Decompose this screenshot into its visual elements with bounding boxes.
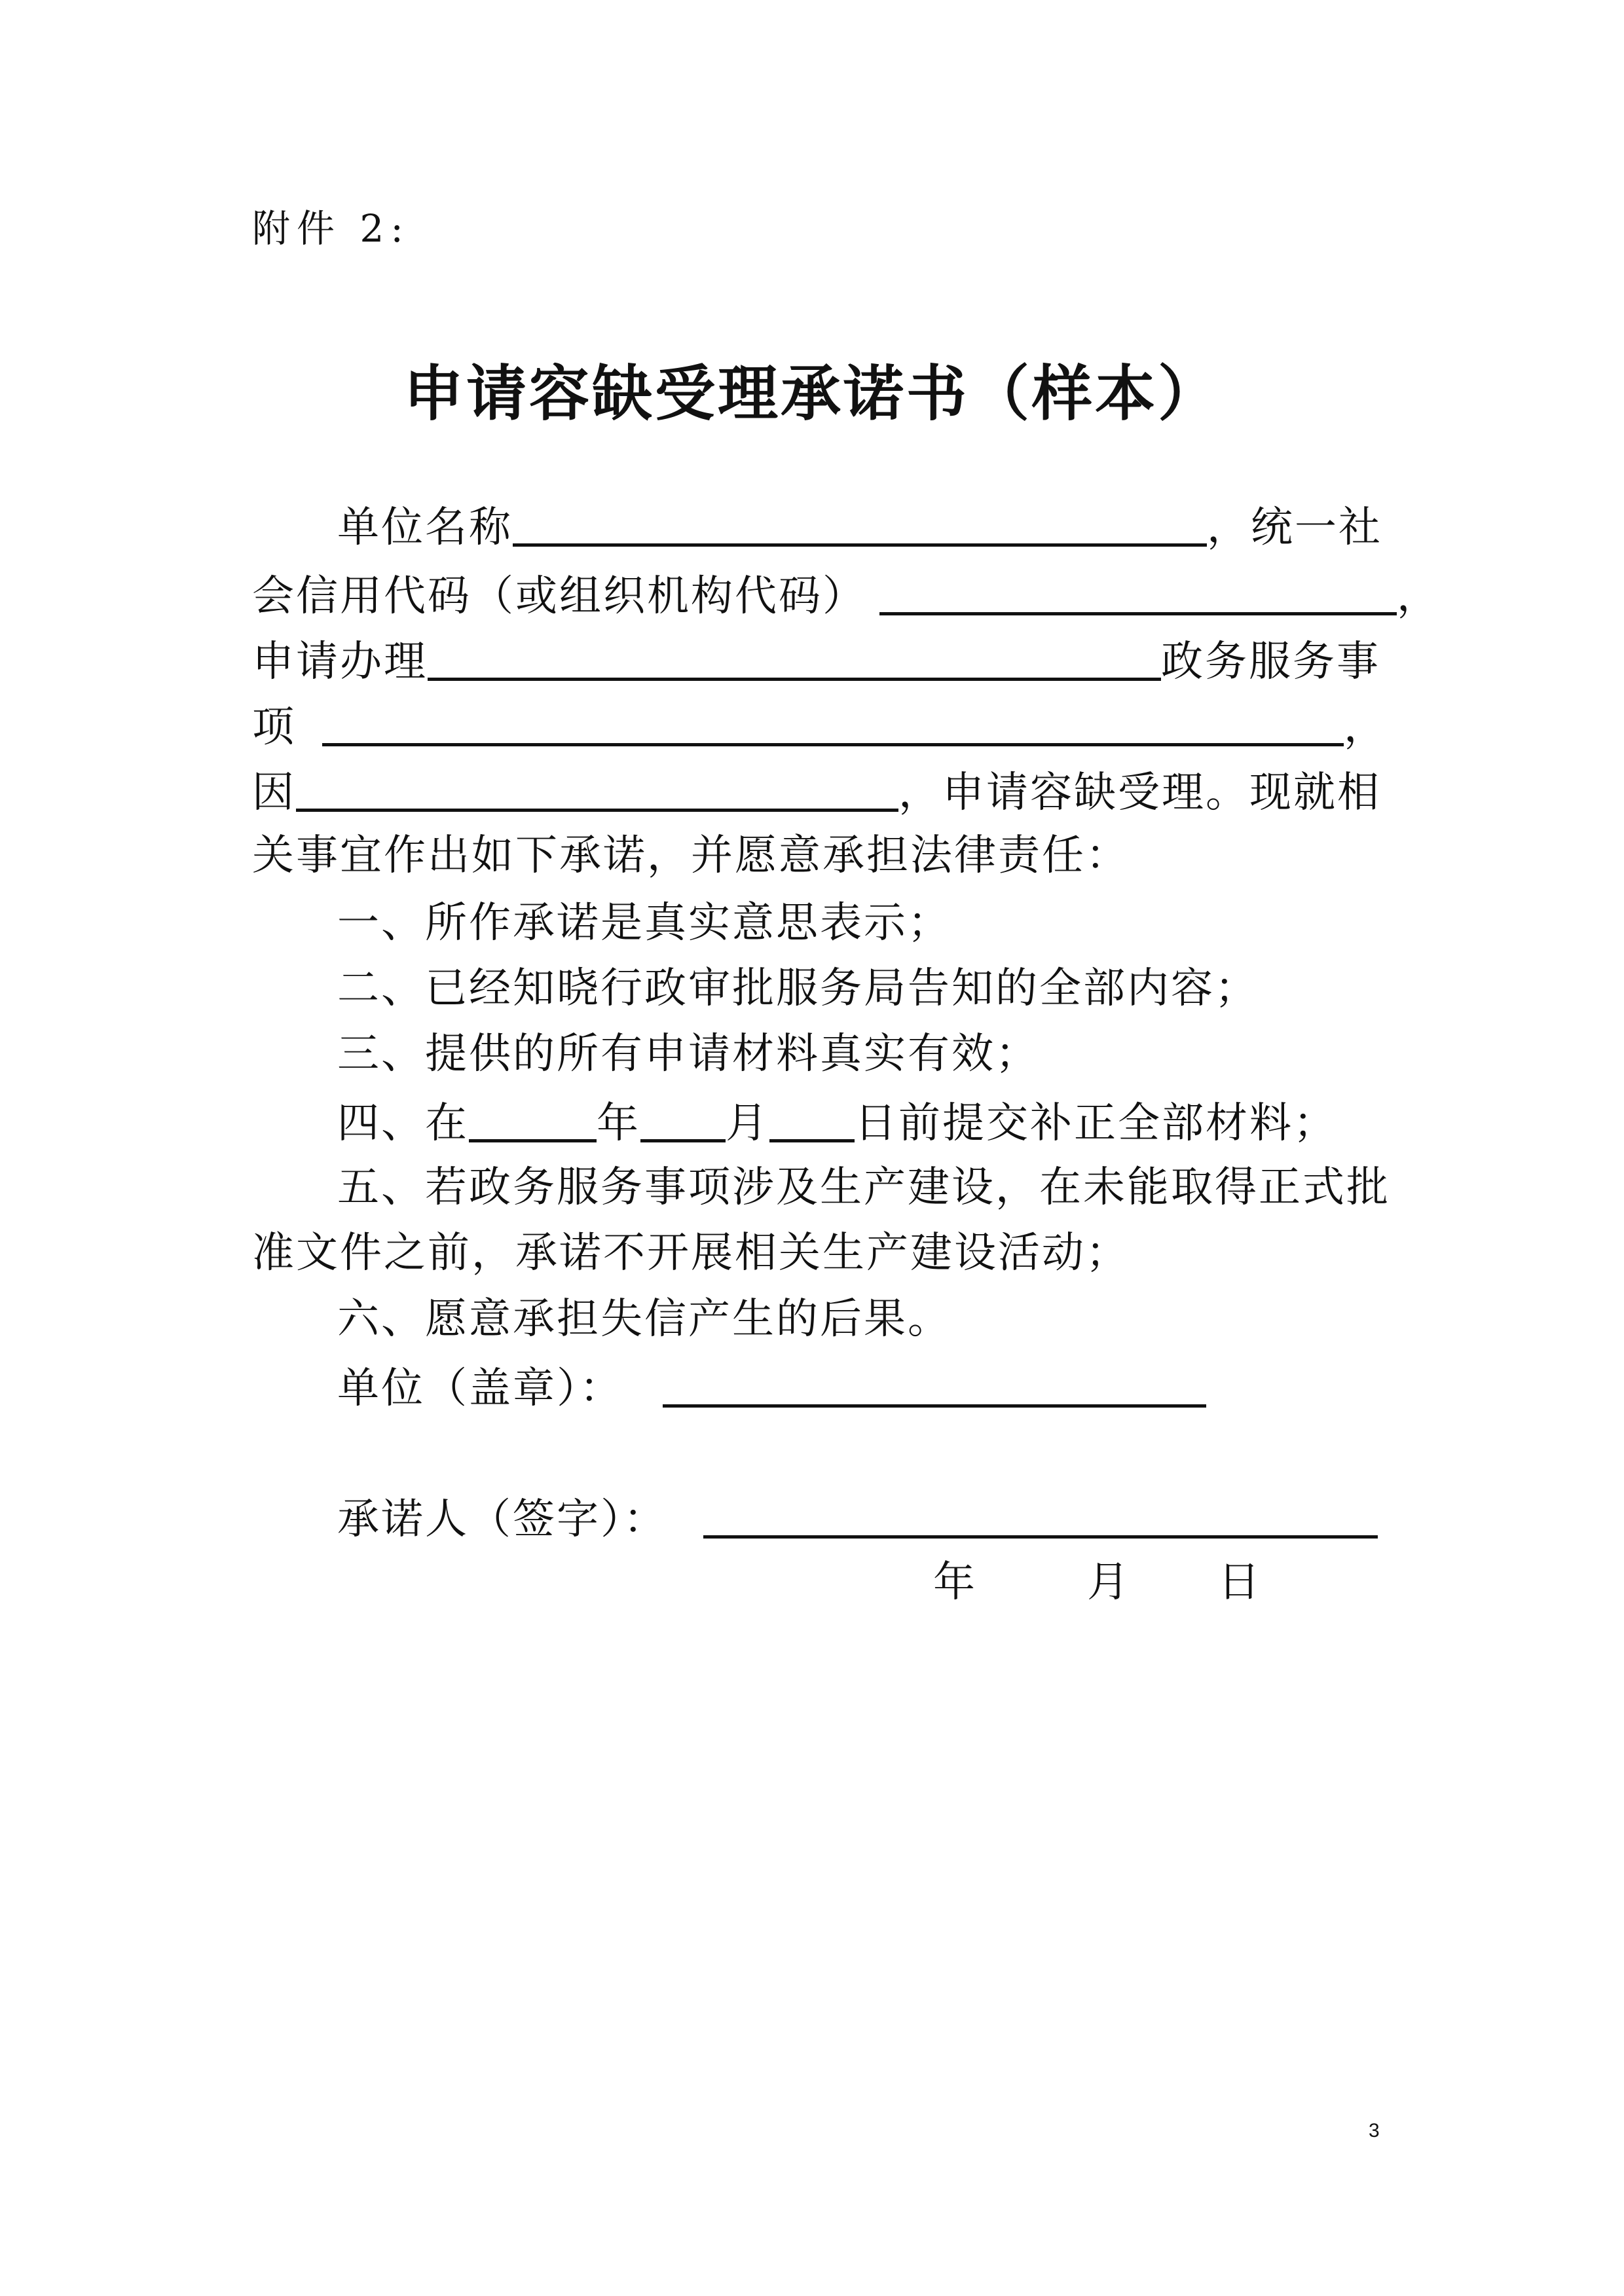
clause-5-line-2: 准文件之前，承诺不开展相关生产建设活动； bbox=[252, 1229, 1130, 1277]
reason-after: ，申请容缺受理。现就相 bbox=[898, 769, 1381, 817]
unit-name-label: 单位名称 bbox=[337, 503, 513, 552]
unit-name-line bbox=[337, 503, 1382, 552]
clause-4-month-blank[interactable] bbox=[640, 1100, 726, 1142]
page-number: 3 bbox=[1369, 2120, 1380, 2141]
signature-year: 年 bbox=[933, 1558, 977, 1607]
credit-code-blank[interactable] bbox=[879, 573, 1397, 615]
signature-day: 日 bbox=[1218, 1558, 1262, 1607]
credit-code-line bbox=[252, 572, 1441, 621]
clause-4-day-blank[interactable] bbox=[769, 1100, 855, 1142]
credit-code-label: 会信用代码（或组织机构代码） bbox=[252, 572, 866, 621]
clause-1: 一、所作承诺是真实意思表示； bbox=[337, 899, 951, 947]
unit-seal-line bbox=[337, 1364, 1206, 1413]
clause-5-line-1: 五、若政务服务事项涉及生产建设，在未能取得正式批 bbox=[337, 1163, 1390, 1212]
item-label: 项 bbox=[252, 703, 296, 752]
clause-2: 二、已经知晓行政审批服务局告知的全部内容； bbox=[337, 964, 1259, 1013]
credit-code-after: ， bbox=[1397, 572, 1441, 621]
promisor-line bbox=[337, 1495, 1378, 1544]
clause-4-year: 年 bbox=[597, 1099, 640, 1148]
document-title: 申请容缺受理承诺书（样本） bbox=[403, 358, 1221, 429]
unit-seal-blank[interactable] bbox=[663, 1365, 1206, 1408]
clause-4-month: 月 bbox=[726, 1099, 769, 1148]
apply-after: 政务服务事 bbox=[1161, 638, 1380, 686]
item-after: ， bbox=[1344, 703, 1388, 752]
clause-4 bbox=[337, 1099, 1337, 1148]
reason-blank[interactable] bbox=[296, 769, 898, 812]
apply-blank[interactable] bbox=[428, 638, 1161, 681]
reason-label: 因 bbox=[252, 769, 296, 817]
apply-line bbox=[252, 638, 1380, 686]
promisor-label: 承诺人（签字）： bbox=[337, 1495, 667, 1544]
signature-month: 月 bbox=[1087, 1558, 1131, 1607]
unit-seal-label: 单位（盖章）： bbox=[337, 1364, 623, 1413]
signature-date bbox=[0, 1558, 1624, 1607]
reason-line bbox=[252, 769, 1381, 817]
clause-4-year-blank[interactable] bbox=[469, 1100, 597, 1142]
clause-4-suffix: 日前提交补正全部材料； bbox=[855, 1099, 1337, 1148]
item-blank[interactable] bbox=[322, 704, 1344, 746]
apply-label: 申请办理 bbox=[252, 638, 428, 686]
attachment-label: 附件 2: bbox=[252, 206, 410, 251]
promisor-blank[interactable] bbox=[703, 1496, 1378, 1539]
clause-6: 六、愿意承担失信产生的后果。 bbox=[337, 1295, 951, 1343]
clause-3: 三、提供的所有申请材料真实有效； bbox=[337, 1030, 1039, 1078]
unit-name-after: ，统一社 bbox=[1207, 503, 1382, 552]
item-line bbox=[252, 703, 1388, 752]
unit-name-blank[interactable] bbox=[513, 504, 1207, 547]
commit-line: 关事宜作出如下承诺，并愿意承担法律责任： bbox=[252, 831, 1130, 880]
clause-4-prefix: 四、在 bbox=[337, 1099, 469, 1148]
